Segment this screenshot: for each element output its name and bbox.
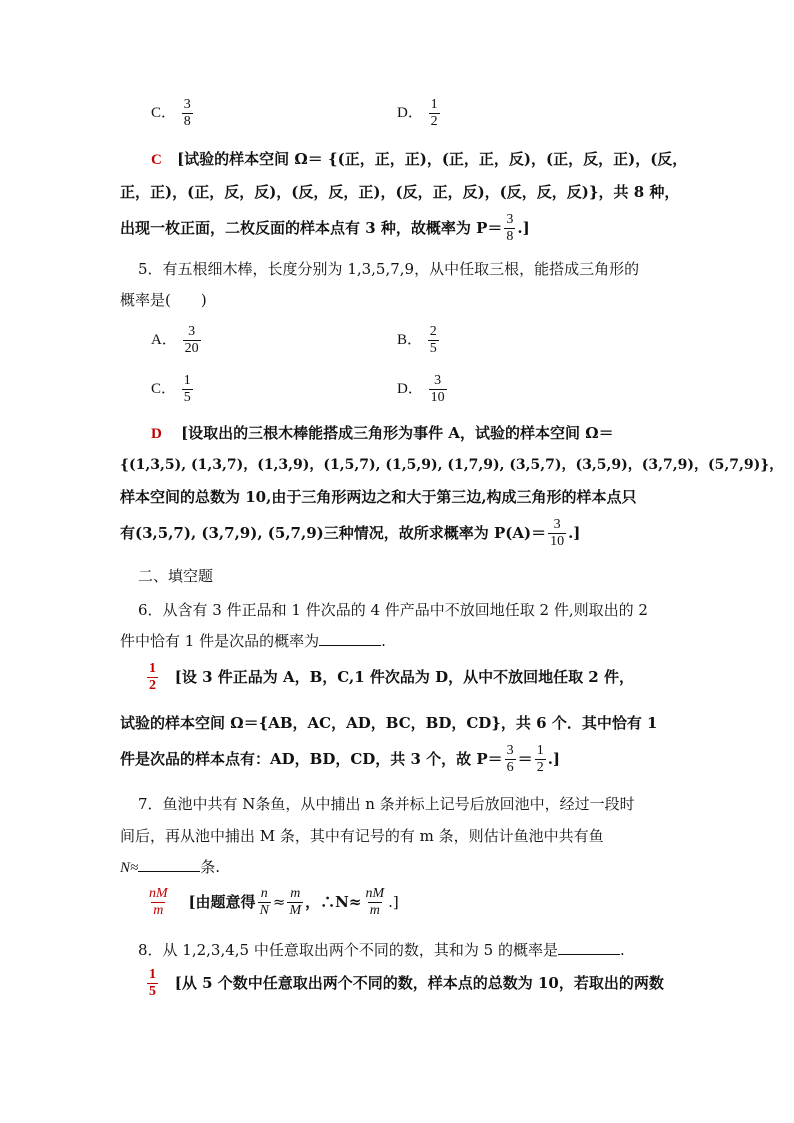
question-end: 条. bbox=[200, 858, 221, 876]
q7-stem-line-1 bbox=[138, 797, 635, 812]
solution-text: 出现一枚正面，二枚反面的样本点有 3 种，故概率为 P＝ bbox=[120, 219, 503, 238]
option-fraction: $\frac{2}{5}$ bbox=[429, 324, 437, 356]
solution-text: [从 5 个数中任意取出两个不同的数，样本点的总数为 10，若取出的两数 bbox=[174, 974, 664, 993]
equals-sign: ＝ bbox=[517, 750, 533, 769]
q6-solution-line-1 bbox=[145, 662, 634, 693]
q5-option-b bbox=[397, 325, 441, 356]
solution-text: {(1,3,5), (1,3,7)，(1,3,9)，(1,5,7), (1,5,9), (1,7,9), (3,5,7)，(3,5,9)，(3,7,9)，(5,7,9)}， bbox=[120, 457, 784, 473]
q4-option-c bbox=[151, 98, 195, 129]
solution-text: ，∴N≈ bbox=[305, 893, 362, 912]
option-fraction: $\frac{3}{20}$ bbox=[184, 324, 199, 356]
ratio-fraction: $\frac{m}{M}$ bbox=[289, 886, 302, 918]
q4-option-d bbox=[397, 98, 442, 129]
q5-solution-line-1 bbox=[151, 426, 614, 442]
question-text: N≈ bbox=[120, 860, 139, 876]
q6-stem-line-2 bbox=[120, 633, 386, 649]
q6-solution-line-3 bbox=[120, 744, 560, 775]
question-text: 件中恰有 1 件是次品的概率为 bbox=[120, 632, 320, 650]
q4-solution-line-3 bbox=[120, 213, 530, 244]
option-letter: C． bbox=[151, 105, 177, 122]
result-fraction: $\frac{nM}{m}$ bbox=[365, 886, 385, 918]
q7-stem-line-2 bbox=[120, 829, 604, 844]
option-fraction: $\frac{1}{5}$ bbox=[183, 373, 191, 405]
q5-option-c bbox=[151, 374, 195, 405]
q7-stem-line-3 bbox=[120, 859, 220, 876]
option-fraction: $\frac{3}{10}$ bbox=[430, 373, 445, 405]
solution-end: .] bbox=[388, 893, 399, 912]
question-end: . bbox=[381, 632, 386, 650]
answer-blank bbox=[558, 942, 620, 955]
q5-option-d bbox=[397, 374, 449, 405]
question-end: . bbox=[619, 941, 625, 959]
q6-solution-line-2 bbox=[120, 716, 657, 731]
solution-end: .] bbox=[517, 219, 530, 238]
solution-end: .] bbox=[568, 524, 581, 543]
q6-stem-line-1 bbox=[138, 603, 648, 618]
solution-text: 有(3,5,7), (3,7,9), (5,7,9)三种情况，故所求概率为 P(A)＝ bbox=[120, 524, 547, 543]
solution-text: [由题意得 bbox=[188, 893, 256, 912]
answer-letter: D bbox=[151, 426, 162, 442]
question-text: 概率是( ) bbox=[120, 291, 207, 309]
option-letter: A． bbox=[151, 332, 177, 349]
q5-solution-line-4 bbox=[120, 518, 580, 549]
probability-fraction: $\frac{3}{10}$ bbox=[550, 517, 565, 549]
probability-fraction: $\frac{3}{8}$ bbox=[506, 212, 514, 244]
question-text: 7．鱼池中共有 N条鱼，从中捕出 n 条并标上记号后放回池中，经过一段时 bbox=[138, 795, 635, 813]
option-fraction: $\frac{1}{2}$ bbox=[430, 97, 438, 129]
q5-option-a bbox=[151, 325, 203, 356]
answer-letter: C bbox=[151, 152, 162, 168]
answer-fraction: $\frac{nM}{m}$ bbox=[149, 886, 168, 918]
solution-text: [设 3 件正品为 A，B，C,1 件次品为 D，从中不放回地任取 2 件， bbox=[174, 668, 634, 687]
probability-fraction: $\frac{1}{2}$ bbox=[536, 743, 544, 775]
probability-fraction: $\frac{3}{6}$ bbox=[506, 743, 514, 775]
approx-sign: ≈ bbox=[272, 893, 286, 912]
solution-end: .] bbox=[547, 750, 561, 769]
section-heading bbox=[138, 569, 213, 584]
answer-blank bbox=[138, 859, 200, 872]
solution-text: 样本空间的总数为 10,由于三角形两边之和大于第三边,构成三角形的样本点只 bbox=[120, 488, 637, 506]
solution-text: [试验的样本空间 Ω＝ {(正，正，正)，(正，正，反)，(正，反，正)，(反， bbox=[177, 150, 688, 168]
solution-text: 试验的样本空间 Ω＝{AB，AC，AD，BC，BD，CD}，共 6 个．其中恰有 1 bbox=[120, 714, 658, 732]
option-letter: D． bbox=[397, 105, 423, 122]
q5-stem-line-2 bbox=[120, 293, 207, 308]
q7-solution bbox=[145, 887, 399, 918]
q5-solution-line-2 bbox=[120, 458, 783, 472]
option-letter: B． bbox=[397, 332, 423, 349]
answer-fraction: $\frac{1}{5}$ bbox=[149, 967, 156, 999]
solution-text: 件是次品的样本点有：AD，BD，CD，共 3 个，故 P＝ bbox=[120, 750, 503, 769]
q5-stem-line-1 bbox=[138, 262, 639, 277]
answer-blank bbox=[319, 633, 381, 646]
option-letter: D． bbox=[397, 381, 423, 398]
q8-solution-line-1 bbox=[145, 968, 664, 999]
q4-solution-line-2 bbox=[120, 185, 679, 200]
section-title: 二、填空题 bbox=[138, 567, 214, 585]
q8-stem bbox=[138, 942, 625, 958]
question-text: 8．从 1,2,3,4,5 中任意取出两个不同的数，其和为 5 的概率是 bbox=[138, 941, 558, 959]
option-letter: C． bbox=[151, 381, 177, 398]
solution-text: 正，正)，(正，反，反)，(反，反，正)，(反，正，反)，(反，反，反)}，共 8 种， bbox=[120, 183, 680, 201]
solution-text: [设取出的三根木棒能搭成三角形为事件 A，试验的样本空间 Ω＝ bbox=[181, 424, 614, 442]
answer-fraction: $\frac{1}{2}$ bbox=[149, 661, 156, 693]
question-text: 6．从含有 3 件正品和 1 件次品的 4 件产品中不放回地任取 2 件,则取出的 2 bbox=[138, 601, 648, 619]
q5-solution-line-3 bbox=[120, 490, 637, 505]
ratio-fraction: $\frac{n}{N}$ bbox=[259, 886, 269, 918]
question-text: 间后，再从池中捕出 M 条，其中有记号的有 m 条，则估计鱼池中共有鱼 bbox=[120, 827, 604, 845]
question-text: 5．有五根细木棒，长度分别为 1,3,5,7,9，从中任取三根，能搭成三角形的 bbox=[138, 260, 640, 278]
q4-solution-line-1 bbox=[151, 152, 687, 168]
option-fraction: $\frac{3}{8}$ bbox=[183, 97, 191, 129]
